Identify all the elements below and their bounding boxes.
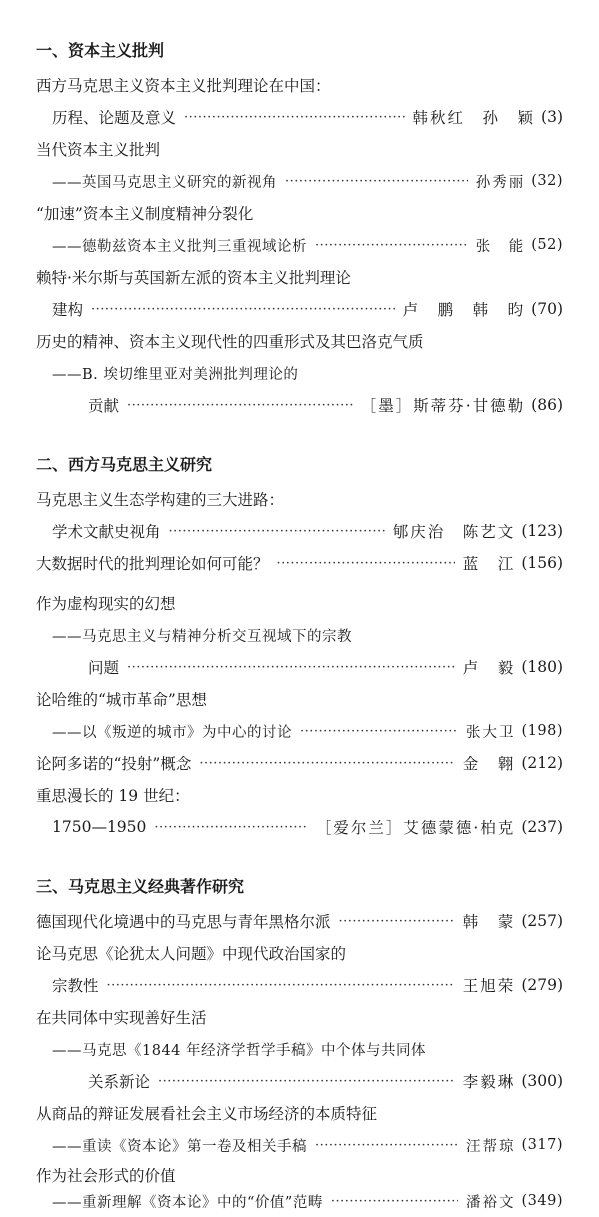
entry-title: 1750—1950 (52, 818, 147, 836)
section-heading: 二、西方马克思主义研究 (36, 454, 213, 474)
entry-page: (70) (531, 300, 563, 318)
entry-subtitle: ——德勒兹资本主义批判三重视域论析 (52, 238, 307, 255)
entry-title: 学术文献史视角 (52, 523, 161, 541)
toc-line (0, 1162, 599, 1188)
toc-line (0, 264, 599, 290)
toc-line (0, 72, 599, 98)
entry-author: ［墨］斯蒂芬·甘德勒 (360, 397, 526, 415)
entry-page: (317) (521, 1137, 563, 1153)
entry-title: “加速”资本主义制度精神分裂化 (36, 205, 254, 223)
entry-page: (52) (531, 237, 563, 253)
entry-author: 金 翱 (462, 755, 516, 773)
entry-page: (300) (521, 1072, 563, 1090)
entry-author: 李毅琳 (462, 1073, 516, 1091)
toc-line (0, 782, 599, 808)
toc-line (0, 1068, 599, 1094)
dot-leader (127, 660, 455, 675)
section-heading: 一、资本主义批判 (36, 40, 165, 60)
toc-line (0, 104, 599, 130)
entry-page: (156) (521, 554, 563, 572)
dot-leader (300, 724, 458, 739)
section-heading: 三、马克思主义经典著作研究 (36, 876, 245, 896)
entry-subtitle: ——重读《资本论》第一卷及相关手稿 (52, 1138, 307, 1155)
dot-leader (199, 756, 454, 771)
dot-leader (315, 238, 468, 253)
entry-author: 潘裕文 (466, 1194, 516, 1211)
dot-leader (169, 524, 385, 539)
entry-subtitle: 关系新论 (88, 1073, 151, 1091)
entry-subtitle: ——马克思主义与精神分析交互视域下的宗教 (52, 628, 352, 645)
entry-title: 在共同体中实现善好生活 (36, 1009, 207, 1027)
toc-line (0, 392, 599, 418)
dot-leader (339, 914, 455, 929)
dot-leader (315, 1138, 458, 1153)
entry-author: 韩秋红 孙 颖 (412, 109, 536, 127)
toc-line (0, 168, 599, 194)
toc-line (0, 908, 599, 934)
entry-author: 张 能 (475, 238, 526, 255)
entry-title: 马克思主义生态学构建的三大进路： (36, 491, 285, 509)
entry-title: 作为虚构现实的幻想 (36, 595, 176, 613)
toc-line (0, 1132, 599, 1158)
toc-line (0, 200, 599, 226)
entry-author: 王旭荣 (462, 977, 516, 995)
toc-line (0, 622, 599, 648)
entry-title: 论阿多诺的“投射”概念 (36, 755, 192, 773)
entry-title: 德国现代化境遇中的马克思与青年黑格尔派 (36, 913, 331, 931)
dot-leader (154, 820, 307, 835)
entry-page: (237) (521, 818, 563, 836)
toc-line (0, 1036, 599, 1062)
dot-leader (285, 174, 468, 189)
toc-line (0, 814, 599, 840)
toc-line (0, 718, 599, 744)
toc-line (0, 750, 599, 776)
toc-line (0, 518, 599, 544)
entry-title: 历史的精神、资本主义现代性的四重形式及其巴洛克气质 (36, 333, 424, 351)
dot-leader (107, 978, 455, 993)
entry-subtitle: ——英国马克思主义研究的新视角 (52, 174, 277, 191)
toc-line (0, 1188, 599, 1214)
toc-line (0, 686, 599, 712)
entry-subtitle: ——以《叛逆的城市》为中心的讨论 (52, 724, 292, 741)
toc-line (0, 1004, 599, 1030)
entry-author: 韩 蒙 (462, 913, 516, 931)
entry-subtitle: ——重新理解《资本论》中的“价值”范畴 (52, 1194, 323, 1211)
dot-leader (127, 398, 353, 413)
entry-title: 宗教性 (52, 977, 99, 995)
dot-leader (91, 302, 395, 317)
toc-line (0, 486, 599, 512)
toc-line (0, 940, 599, 966)
entry-title: 建构 (52, 301, 84, 319)
entry-page: (198) (521, 723, 563, 739)
toc-line (0, 360, 599, 386)
dot-leader (277, 556, 455, 571)
dot-leader (158, 1074, 455, 1089)
toc-line (0, 972, 599, 998)
entry-page: (180) (521, 658, 563, 676)
entry-title: 论马克思《论犹太人问题》中现代政治国家的 (36, 945, 347, 963)
entry-page: (349) (521, 1193, 563, 1209)
entry-title: 论哈维的“城市革命”思想 (36, 691, 207, 709)
entry-author: 孙秀丽 (475, 174, 526, 191)
entry-author: 汪帮琼 (466, 1138, 516, 1155)
entry-page: (257) (521, 912, 563, 930)
entry-author: 蓝 江 (462, 555, 516, 573)
entry-title: 从商品的辩证发展看社会主义市场经济的本质特征 (36, 1105, 378, 1123)
entry-author: 郇庆治 陈艺文 (392, 523, 516, 541)
entry-subtitle: ——马克思《1844 年经济学哲学手稿》中个体与共同体 (52, 1042, 427, 1059)
dot-leader (331, 1194, 458, 1209)
entry-subtitle: ——B. 埃切维里亚对美洲批判理论的 (52, 366, 299, 383)
dot-leader (184, 110, 405, 125)
toc-line (0, 296, 599, 322)
toc-line (0, 136, 599, 162)
entry-subtitle: 问题 (88, 659, 120, 677)
toc-line (0, 550, 599, 576)
entry-author: 张大卫 (466, 724, 516, 741)
entry-page: (212) (521, 754, 563, 772)
toc-line (0, 328, 599, 354)
entry-title: 作为社会形式的价值 (36, 1167, 176, 1185)
toc-line (0, 1100, 599, 1126)
toc-line (0, 590, 599, 616)
entry-author: 卢 毅 (462, 659, 516, 677)
entry-title: 当代资本主义批判 (36, 141, 161, 159)
entry-title: 赖特·米尔斯与英国新左派的资本主义批判理论 (36, 269, 351, 287)
entry-page: (32) (531, 173, 563, 189)
entry-title: 重思漫长的 19 世纪： (36, 787, 190, 805)
entry-author: ［爱尔兰］艾德蒙德·柏克 (315, 819, 516, 837)
entry-title: 大数据时代的批判理论如何可能？ (36, 555, 269, 573)
toc-line (0, 232, 599, 258)
entry-page: (86) (531, 396, 563, 414)
toc-line (0, 654, 599, 680)
entry-page: (279) (521, 976, 563, 994)
entry-page: (123) (521, 522, 563, 540)
entry-subtitle: 贡献 (88, 397, 120, 415)
entry-title: 西方马克思主义资本主义批判理论在中国： (36, 77, 331, 95)
entry-author: 卢 鹏 韩 昀 (402, 301, 526, 319)
entry-page: (3) (541, 108, 563, 126)
entry-title: 历程、论题及意义 (52, 109, 177, 127)
